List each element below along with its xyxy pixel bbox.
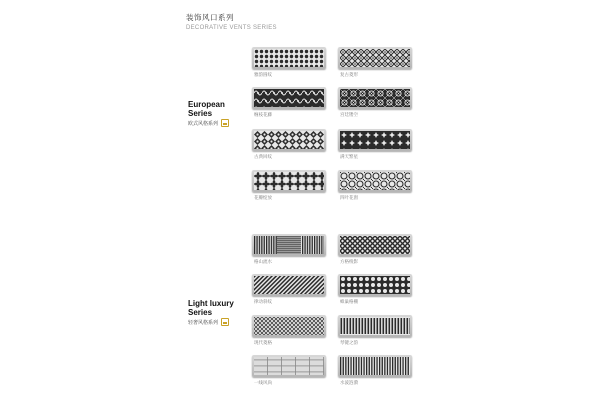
vent-product-image [338,170,412,192]
page-subtitle: DECORATIVE VENTS SERIES [186,25,277,31]
series-name-cn: 欧式风格系列 [188,120,219,127]
product-caption: 格山流水 [254,260,272,265]
vent-product-image [338,274,412,296]
vent-product-image [252,355,326,377]
grille-pattern [254,131,324,149]
product-caption: 一线风尚 [254,381,272,386]
product-caption: 现代菱格 [254,341,272,346]
grille-pattern [254,317,324,335]
vent-product-image [338,87,412,109]
vent-product-image [252,47,326,69]
product-caption: 方格棱影 [340,260,358,265]
vent-product-image [338,315,412,337]
vent-product-image [252,129,326,151]
vent-product-image [252,87,326,109]
vent-product-image [338,47,412,69]
grille-pattern [340,357,410,375]
grille-pattern [340,276,410,294]
product-caption: 复古菱形 [340,73,358,78]
grille-pattern [340,317,410,335]
grille-pattern [254,236,324,254]
product-caption: 雅韵圆纹 [254,73,272,78]
grille-pattern [254,172,324,190]
product-caption: 缠枝花藤 [254,113,272,118]
vent-product-image [252,170,326,192]
crown-badge-icon [221,119,229,127]
vent-product-image [338,355,412,377]
grille-pattern [340,172,410,190]
grille-pattern [254,276,324,294]
product-caption: 琴键之韵 [340,341,358,346]
grille-pattern [254,357,324,375]
crown-badge-icon [221,318,229,326]
product-caption: 水波涟漪 [340,381,358,386]
product-caption: 四叶花窗 [340,196,358,201]
product-caption: 蜂巢格栅 [340,300,358,305]
vent-product-image [252,274,326,296]
series-name-line2: Series [188,307,213,317]
page-header [186,12,277,31]
product-caption: 古典回纹 [254,155,272,160]
product-caption: 花瓣绽放 [254,196,272,201]
vent-product-image [252,234,326,256]
series-name-cn: 轻奢风格系列 [188,319,219,326]
grille-pattern [340,89,410,107]
series-name-line1: European [188,100,225,109]
product-caption: 满天繁星 [340,155,358,160]
grille-pattern [254,89,324,107]
grille-pattern [254,49,324,67]
grille-pattern [340,236,410,254]
series-name-line2: Series [188,108,213,118]
series-label-european [188,101,229,127]
product-caption: 律动斜纹 [254,300,272,305]
vent-product-image [252,315,326,337]
page-title: 装饰风口系列 [186,13,234,22]
grille-pattern [340,49,410,67]
vent-product-image [338,234,412,256]
product-caption: 宫廷镂空 [340,113,358,118]
series-name-line1: Light luxury [188,299,234,308]
grille-pattern [340,131,410,149]
vent-product-image [338,129,412,151]
series-label-light-luxury [188,300,234,326]
